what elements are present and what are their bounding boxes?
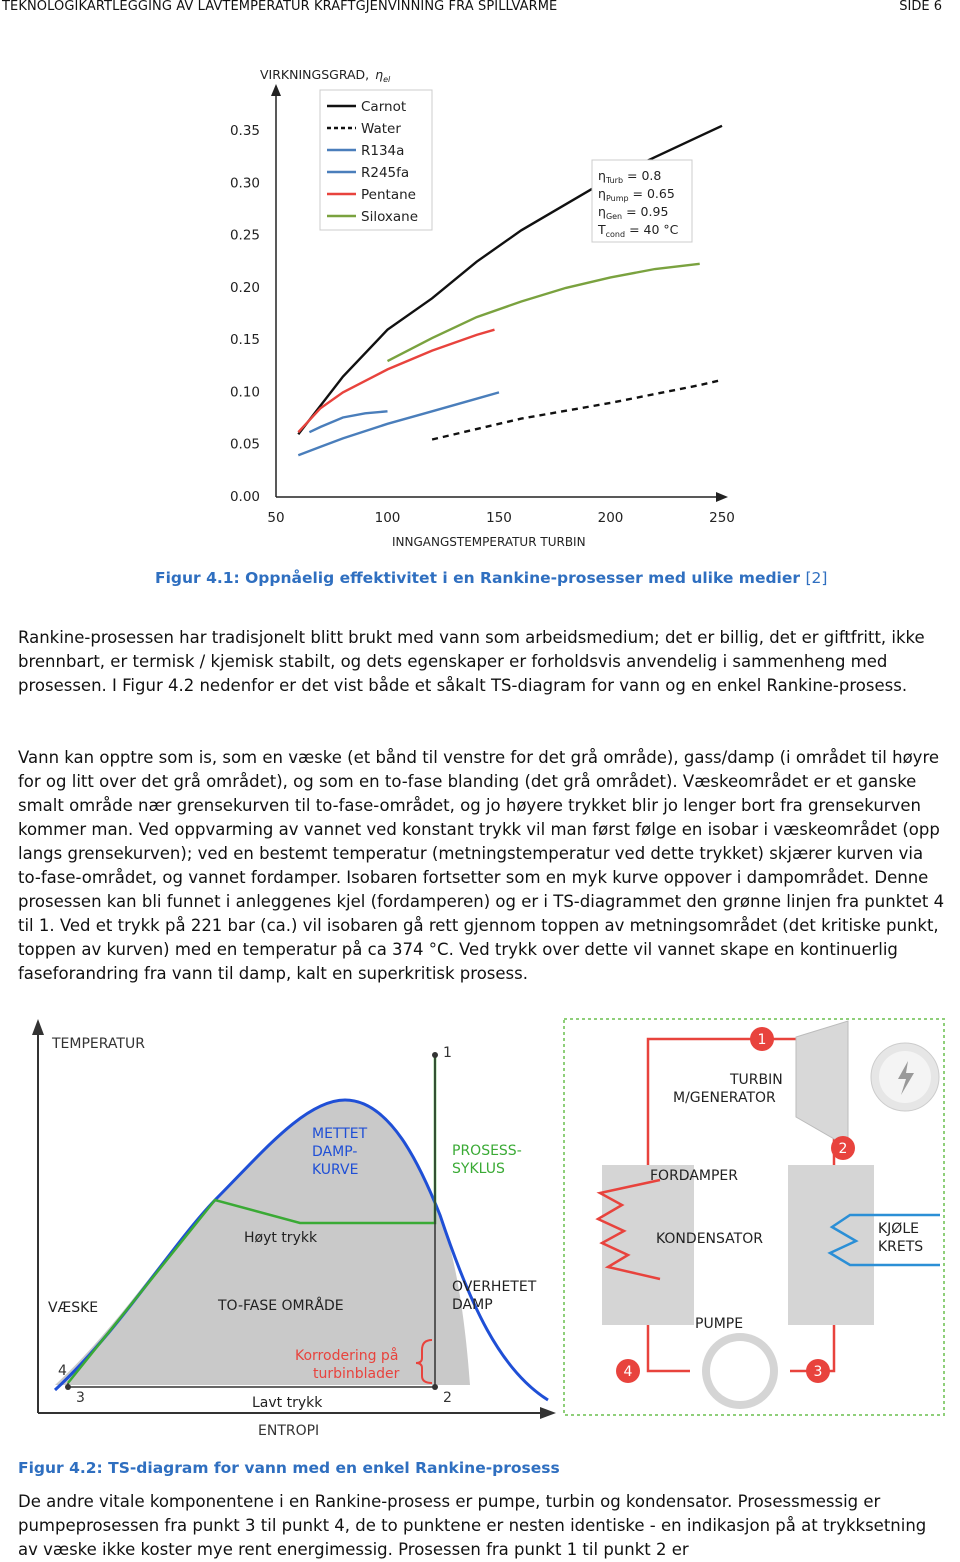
param-label: $T_{cond} = 40$ °C [598,222,679,239]
page-header-title: TEKNOLOGIKARTLEGGING AV LAVTEMPERATUR KRAFTGJENVINNING FRA SPILLVARME [2,0,558,14]
x-tick-label: 200 [597,510,624,526]
process-cycle-label: PROSESS-SYKLUS [452,1143,522,1177]
marker-2-label: 2 [838,1141,848,1157]
ts-x-arrow-icon [540,1407,556,1419]
param-label: $\eta_{Turb} = 0.8$ [598,168,662,185]
evaporator-label: FORDAMPER [650,1168,739,1184]
cooling-circuit-label: KJØLE KRETS [878,1221,924,1255]
low-pressure-label: Lavt trykk [252,1395,323,1411]
param-label: $\eta_{Gen} = 0.95$ [598,204,669,221]
pump-inner [710,1341,770,1401]
figure2-caption: Figur 4.2: TS-diagram for vann med en enkel Rankine-prosess [18,1459,560,1477]
turbine-shape [796,1021,848,1147]
series-line-water [432,380,722,440]
liquid-label: VÆSKE [48,1300,99,1316]
pump-label: PUMPE [695,1316,744,1332]
feed-pipe [648,1325,690,1371]
marker-4-label: 4 [623,1364,633,1380]
point-3-dot [65,1384,71,1390]
ts-y-arrow-icon [32,1019,44,1035]
x-axis-label: INNGANGSTEMPERATUR TURBIN [392,535,586,549]
ts-point-2: 2 [443,1390,452,1406]
efficiency-chart [0,0,960,560]
series-line-pentane [298,330,494,433]
y-tick-label: 0.25 [229,227,260,244]
y-tick-label: 0.05 [229,436,260,453]
y-tick-label: 0.30 [229,175,260,192]
y-tick-label: 0.20 [229,279,260,296]
ts-point-4: 4 [58,1363,67,1379]
y-tick-label: 0.00 [229,489,260,505]
x-tick-label: 250 [709,510,735,526]
y-tick-label: 0.15 [229,332,260,349]
saturation-label: METTET DAMP-KURVE [312,1126,368,1178]
marker-3-label: 3 [813,1364,823,1380]
x-tick-label: 150 [486,510,512,526]
point-1-dot [432,1052,438,1058]
marker-1-label: 1 [757,1032,767,1048]
legend-label: Water [361,121,401,137]
ts-x-label: ENTROPI [258,1423,320,1439]
paragraph-water-phases: Vann kan opptre som is, som en væske (et bånd til venstre for det grå område), gass/damp (i området til høyre for og litt over det grå området), og som en to-fase blanding (det grå området). Væskeområdet er et ganske smalt område nær grensekurven til to-fase-området, og jo høyere trykket blir jo lenger bort fra grensekurven kommer man. Ved oppvarming av vannet ved konstant trykk vil man først følge en isobar i væskeområdet (opp langs grensekurven); ved en bestemt temperatur (metningstemperatur ved dette trykket) skjærer kurven via to-fase-området, og vannet fordamper. Isobaren fortsetter som en myk kurve oppover i dampområdet. Denne prosessen kan bli funnet i anleggenes kjel (fordamperen) og er i TS-diagrammet den grønne linjen fra punktet 4 til 1. Ved et trykk på 221 bar (ca.) vil isobaren gå rett gjennom toppen av metningsområdet (det kritiske punkt, toppen av kurven) med en temperatur på ca 374 °C. Ved trykk over dette vil vannet skape en kontinuerlig faseforandring fra vann til damp, kalt en superkritisk prosess. [18,748,945,983]
turbine-label: TURBIN M/GENERATOR [673,1072,783,1106]
legend-label: R134a [361,143,405,159]
corrosion-label: Korrodering på turbinblader [295,1348,400,1382]
y-axis-arrow-icon [271,84,281,96]
series-line-siloxane [388,264,700,361]
x-tick-label: 100 [374,510,401,526]
legend-label: Pentane [361,187,416,203]
page-number: SIDE 6 [899,0,942,14]
x-tick-label: 50 [267,510,285,526]
point-2-dot [432,1384,438,1390]
paragraph-components: De andre vitale komponentene i en Rankine-prosess er pumpe, turbin og kondensator. Prosessmessig er pumpeprosessen fra punkt 3 til punkt 4, de to punktene er nesten identiske - en indikasjon på at trykksetning av væske ikke koster mye rent energimessig. Prosessen fra punkt 1 til punkt 2 er [18,1492,927,1559]
figure1-citation: [2] [805,569,828,587]
x-axis-arrow-icon [716,492,728,502]
figure1-caption: Figur 4.1: Oppnåelig effektivitet i en Rankine-prosesser med ulike medier [2] [155,569,828,587]
legend-label: R245fa [361,165,410,181]
y-tick-label: 0.10 [229,384,260,401]
two-phase-label: TO-FASE OMRÅDE [218,1298,344,1314]
y-tick-label: 0.35 [229,123,260,139]
ts-point-3: 3 [76,1390,85,1406]
ts-y-label: TEMPERATUR [52,1036,145,1052]
series-line-r134a [309,411,387,432]
legend-label: Carnot [361,99,407,115]
y-axis-label: VIRKNINGSGRAD, $\eta_{el}$ [260,67,391,84]
superheated-label: OVERHETET DAMP [452,1279,537,1313]
condenser-label: KONDENSATOR [656,1231,763,1247]
ts-diagram-figure [0,1015,960,1445]
paragraph-intro: Rankine-prosessen har tradisjonelt blitt brukt med vann som arbeidsmedium; det er billig, det er giftfritt, ikke brennbart, er termisk / kjemisk stabilt, og dets egenskaper er forholdsvis anvendelig i sammenheng med prosessen. I Figur 4.2 nedenfor er det vist både et såkalt TS-diagram for vann og en enkel Rankine-prosess. [18,628,925,695]
param-label: $\eta_{Pump} = 0.65$ [598,186,675,203]
legend-label: Siloxane [361,209,419,225]
condenser-shape [788,1165,874,1325]
ts-point-1: 1 [443,1045,452,1061]
high-pressure-label: Høyt trykk [244,1230,318,1246]
